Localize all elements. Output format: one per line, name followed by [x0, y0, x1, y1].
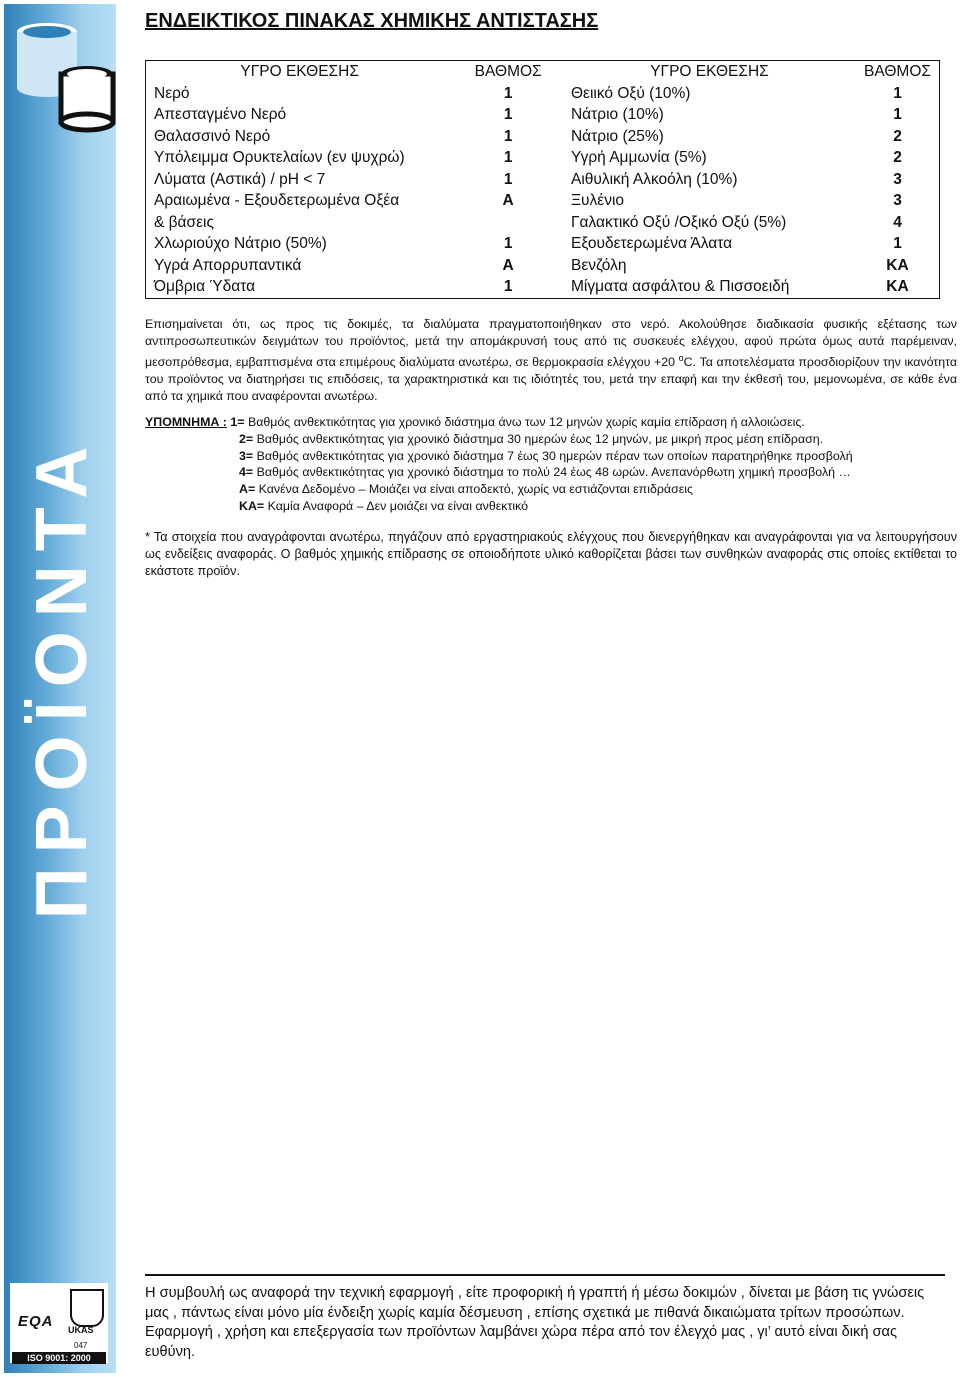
resistance-table	[145, 60, 940, 299]
cell-rating: 2	[893, 127, 902, 145]
certification-logo	[10, 1283, 108, 1363]
legend-key: ΚΑ=	[239, 498, 265, 513]
table-row	[146, 83, 940, 105]
cell-liquid: Θειικό Οξύ (10%)	[570, 84, 691, 102]
cell-liquid: Υπόλειμμα Ορυκτελαίων (εν ψυχρώ)	[154, 149, 405, 166]
cell-rating: ΚΑ	[886, 256, 909, 274]
legend-text: Βαθμός ανθεκτικότητας για χρονικό διάστημα το πολύ 24 έως 48 ωρών. Ανεπανόρθωτη χημική προσβολή …	[253, 465, 851, 480]
cell-liquid: Απεσταγμένο Νερό	[154, 106, 287, 123]
cell-liquid: Εξουδετερωμένα Άλατα	[570, 235, 733, 252]
table-row	[146, 190, 940, 212]
cell-liquid: Βενζόλη	[570, 256, 627, 274]
cell-liquid: Όμβρια Ύδατα	[154, 278, 256, 295]
table-row	[146, 169, 940, 191]
crown-seal-icon	[70, 1289, 104, 1327]
page-title: ΕΝΔΕΙΚΤΙΚΟΣ ΠΙΝΑΚΑΣ ΧΗΜΙΚΗΣ ΑΝΤΙΣΤΑΣΗΣ	[145, 10, 599, 32]
cell-rating: 1	[503, 170, 513, 188]
cell-liquid: Μίγματα ασφάλτου & Πισσοειδή	[570, 278, 790, 295]
legend-text: Καμία Αναφορά – Δεν μοιάζει να είναι ανθεκτικό	[264, 498, 529, 513]
cell-liquid: Χλωριούχο Νάτριο (50%)	[154, 235, 327, 252]
legend-text: Βαθμός ανθεκτικότητας για χρονικό διάστημα 7 έως 30 ημερών πέραν των οποίων παρατηρήθηκε προσβολή	[253, 448, 853, 463]
column-header: ΥΓΡΟ ΕΚΘΕΣΗΣ	[650, 63, 769, 80]
cell-rating: 1	[503, 106, 513, 123]
degree-sup: ο	[678, 353, 684, 363]
cell-rating: 1	[503, 235, 513, 252]
note-text-cont: C. Τα αποτελέσματα προσδιορίζουν την ικανότητα του προϊόντος να διατηρήσει τις επιδόσεις, τα χαρακτηριστικά και τις ιδιότητές του, μετά την επαφή και την έκθεσή του, μεμονωμένα, σε κάθε ένα από τα χημικά που αναφέρονται ανωτέρω.	[145, 355, 957, 404]
cell-rating: 1	[893, 235, 902, 252]
cell-rating: 1	[893, 84, 902, 102]
cell-rating: Α	[502, 256, 514, 274]
legend	[145, 414, 957, 515]
cell-rating: Α	[502, 192, 514, 209]
cell-rating: 1	[503, 127, 513, 145]
cell-rating: 1	[503, 149, 513, 166]
cell-liquid: & βάσεις	[154, 213, 214, 231]
cell-liquid: Υγρή Αμμωνία (5%)	[570, 149, 707, 166]
cell-rating: 1	[893, 106, 902, 123]
table-row	[146, 233, 940, 255]
cell-liquid: Νερό	[154, 84, 190, 102]
legend-key: Α=	[239, 482, 256, 497]
cell-rating: 1	[503, 278, 513, 295]
legend-key: 3=	[239, 448, 254, 463]
eqa-logo: EQA	[18, 1313, 54, 1330]
test-note	[145, 316, 957, 405]
cylinder-icon	[58, 64, 116, 134]
cell-rating	[453, 212, 563, 234]
table-row	[146, 147, 940, 169]
sidebar	[4, 4, 116, 1373]
cell-rating: 2	[893, 149, 902, 166]
footer-disclaimer: Η συμβουλή ως αναφορά την τεχνική εφαρμογή , είτε προφορική ή γραπτή ή μέσω δοκιμών , δίνεται με βάση τις γνώσεις μας , πάντως είναι μόνο μία ένδειξη χωρίς καμία δέσμευση , επίσης σχετικά με πιθανά δικαιώματα τρίτων προσώπων. Εφαρμογή , χρήση και επεξεργασία των προϊόντων λαμβάνει χώρα πέρα από τον έλεγχό μας , γι’ αυτό είναι δική σας ευθύνη.	[145, 1274, 945, 1362]
cell-liquid: Θαλασσινό Νερό	[154, 127, 271, 145]
table-row	[146, 126, 940, 148]
cell-liquid: Λύματα (Αστικά) / pH < 7	[154, 170, 326, 188]
legend-item	[145, 498, 957, 515]
legend-text: Βαθμός ανθεκτικότητας για χρονικό διάστημα άνω των 12 μηνών χωρίς καμία επίδραση ή αλλοιώσεις.	[244, 415, 805, 429]
cell-liquid: Υγρά Απορρυπαντικά	[154, 256, 302, 274]
iso-label: ISO 9001: 2000	[12, 1352, 106, 1364]
legend-item	[145, 414, 957, 431]
disclaimer: * Τα στοιχεία που αναγράφονται ανωτέρω, πηγάζουν από εργαστηριακούς ελέγχους που διενεργήθηκαν και αναγράφονται για να λειτουργήσουν ως ενδείξεις αναφοράς. Ο βαθμός χημικής επίδρασης σε οποιοδήποτε υλικό καθορίζεται βάσει των συνθηκών αναφοράς στις οποίες εκτίθεται το εκάστοτε προϊόν.	[145, 530, 957, 578]
legend-item	[145, 464, 957, 481]
ukas-label: UKAS	[68, 1325, 94, 1335]
column-header: ΒΑΘΜΟΣ	[864, 63, 931, 80]
cert-number: 047	[74, 1341, 88, 1350]
cell-liquid: Νάτριο (25%)	[570, 127, 664, 145]
cell-liquid: Ξυλένιο	[570, 192, 625, 209]
cell-rating: ΚΑ	[886, 278, 909, 295]
cell-liquid: Αραιωμένα - Εξουδετερωμένα Οξέα	[154, 192, 400, 209]
cell-rating: 3	[893, 170, 902, 188]
note-text: Επισημαίνεται ότι, ως προς τις δοκιμές, τα διαλύματα πραγματοποιήθηκαν στο νερό. Ακολούθησε διαδικασία φυσικής εξέτασης των αντιπροσωπευτικών δειγμάτων του προϊόντος, μετά την απομάκρυνσή τους από τις συσκευές ελέγχου, αφού πρώτα όμως αυτά παρέμειναν, μεσοπρόθεσμα, εμβαπτισμένα στα επιμέρους διαλύματα ανωτέρω, σε θερμοκρασία ελέγχου +20	[145, 317, 957, 370]
table-row	[146, 276, 940, 298]
cell-rating: 1	[503, 84, 513, 102]
cell-liquid: Γαλακτικό Οξύ /Οξικό Οξύ (5%)	[570, 213, 787, 231]
table-row	[146, 255, 940, 277]
legend-item	[145, 431, 957, 448]
cell-liquid: Νάτριο (10%)	[570, 106, 664, 123]
legend-key: 2=	[239, 431, 254, 446]
legend-item	[145, 448, 957, 465]
legend-heading: ΥΠΟΜΝΗΜΑ :	[145, 415, 227, 429]
sidebar-vertical-title: ΠΡΟΪΟΝΤΑ	[22, 432, 102, 920]
column-header: ΥΓΡΟ ΕΚΘΕΣΗΣ	[240, 63, 359, 80]
cell-rating: 4	[893, 213, 902, 231]
legend-text: Κανένα Δεδομένο – Μοιάζει να είναι αποδεκτό, χωρίς να εστιάζονται επιδράσεις	[255, 482, 693, 497]
table-header-row	[146, 61, 940, 83]
cell-liquid: Αιθυλική Αλκοόλη (10%)	[570, 170, 738, 188]
table-row	[146, 104, 940, 126]
legend-key: 4=	[239, 465, 254, 480]
legend-text: Βαθμός ανθεκτικότητας για χρονικό διάστημα 30 ημερών έως 12 μηνών, με μικρή προς μέση επίδραση.	[253, 431, 824, 446]
cell-rating: 3	[893, 192, 902, 209]
column-header: ΒΑΘΜΟΣ	[474, 63, 542, 80]
table-row	[146, 212, 940, 234]
legend-key: 1=	[230, 415, 245, 429]
legend-item	[145, 481, 957, 498]
